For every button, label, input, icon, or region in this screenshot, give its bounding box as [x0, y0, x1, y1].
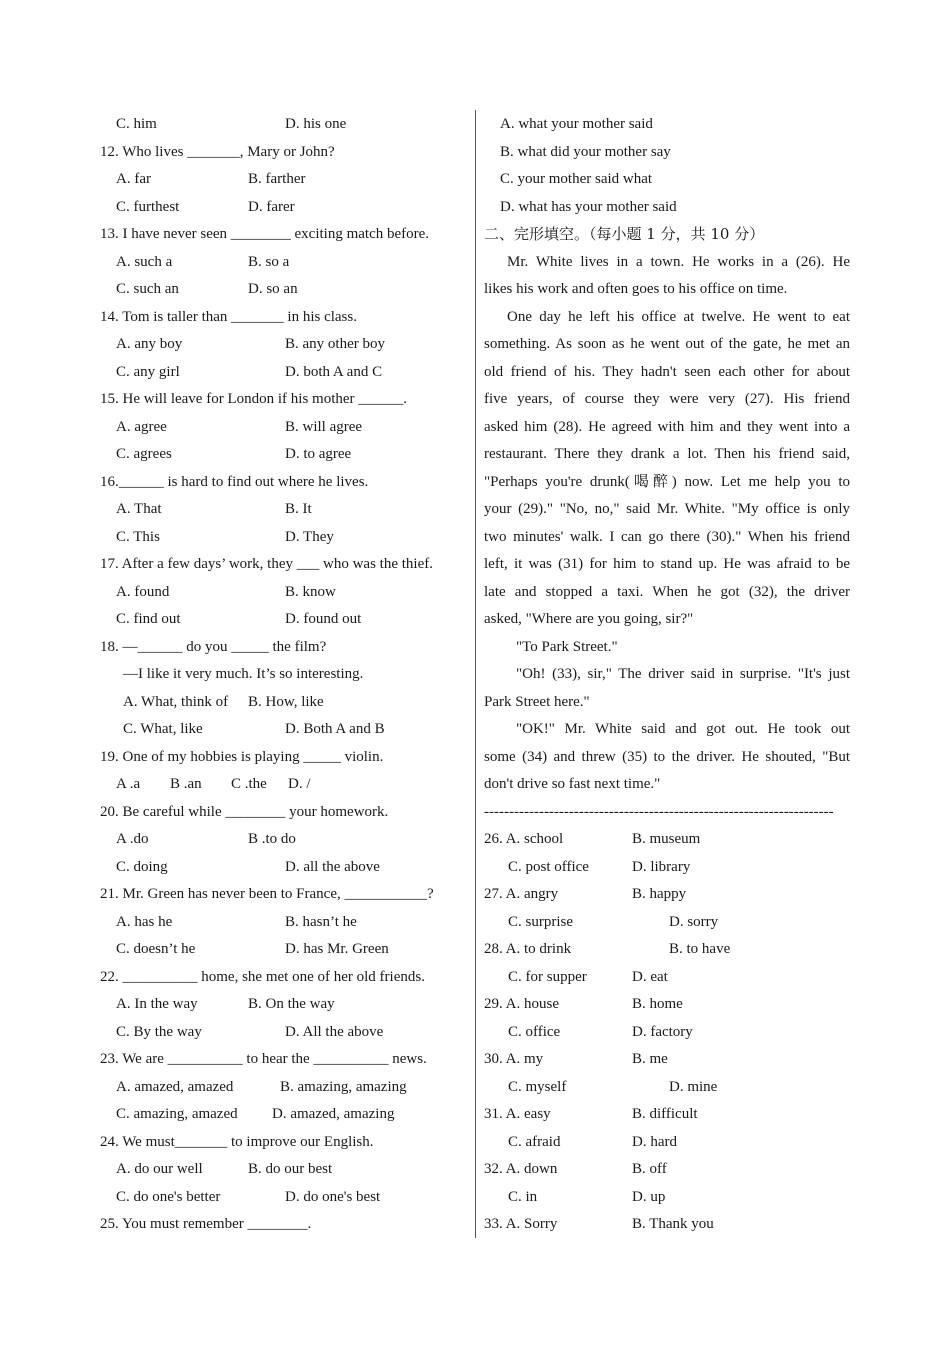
q29-options-ab	[484, 991, 850, 1019]
passage-line: restaurant. There they drank a lot. Then his friend said,	[484, 446, 850, 462]
q30-option-c: C. myself	[508, 1078, 567, 1095]
q16-stem: 16.______ is hard to find out where he lives.	[100, 473, 369, 490]
q33-option-a: 33. A. Sorry	[484, 1216, 558, 1232]
q17-stem: 17. After a few days’ work, they ___ who was the thief.	[100, 556, 433, 572]
left-column	[100, 111, 462, 1239]
q13-options-ab	[100, 249, 462, 277]
q29-option-a: 29. A. house	[484, 996, 559, 1012]
q16-option-a: A. That	[116, 501, 162, 517]
q31-option-a: 31. A. easy	[484, 1106, 551, 1122]
q23-options-ab	[100, 1074, 462, 1102]
q28-option-b: B. to have	[669, 941, 731, 957]
q18-options-ab	[100, 689, 462, 717]
q23-option-d: D. amazed, amazing	[272, 1106, 395, 1122]
q29-option-d: D. factory	[632, 1023, 693, 1040]
passage-line: Park Street here."	[484, 693, 590, 710]
q12-option-a: A. far	[116, 171, 151, 187]
q26-option-d: D. library	[632, 858, 691, 875]
q33-options-ab	[484, 1211, 850, 1239]
q21-option-c: C. doesn’t he	[116, 941, 196, 957]
q14-options-ab	[100, 331, 462, 359]
q14-option-c: C. any girl	[116, 363, 180, 380]
q24-option-d: D. do one's best	[285, 1188, 381, 1205]
q15-option-d: D. to agree	[285, 446, 352, 462]
q25-option-c: C. your mother said what	[500, 171, 653, 187]
q18-option-a: A. What, think of	[123, 693, 229, 710]
q31-option-b: B. difficult	[632, 1106, 698, 1122]
q18-reply: —I like it very much. It’s so interesting.	[123, 666, 364, 682]
q22-option-a: A. In the way	[116, 996, 198, 1012]
q13-stem: 13. I have never seen ________ exciting match before.	[100, 226, 430, 242]
q15-option-c: C. agrees	[116, 446, 172, 462]
q20-option-c: C. doing	[116, 858, 168, 875]
separator-line: ----------------------------------------------------------------------	[484, 803, 834, 820]
q18-options-cd	[100, 716, 462, 744]
q33-option-b: B. Thank you	[632, 1216, 714, 1232]
q12-option-d: D. farer	[248, 198, 295, 215]
q20-options-ab	[100, 826, 462, 854]
q13-option-a: A. such a	[116, 253, 173, 270]
q24-option-c: C. do one's better	[116, 1188, 221, 1205]
q26-option-c: C. post office	[508, 858, 589, 875]
passage-line: "To Park Street."	[516, 638, 618, 655]
q22-options-cd	[100, 1019, 462, 1047]
passage-line: "Perhaps you're drunk(喝醉) now. Let me help you to	[484, 473, 850, 490]
q20-stem: 20. Be careful while ________ your homework.	[100, 803, 389, 820]
q30-option-a: 30. A. my	[484, 1051, 544, 1067]
q21-option-d: D. has Mr. Green	[285, 941, 389, 957]
q20-option-a: A .do	[116, 831, 149, 847]
q13-option-d: D. so an	[248, 281, 298, 297]
passage-line: Mr. White lives in a town. He works in a (26). He	[507, 253, 850, 270]
q17-options-cd	[100, 606, 462, 634]
q29-options-cd	[484, 1019, 850, 1047]
passage-line: asked, "Where are you going, sir?"	[484, 611, 694, 627]
passage-line: asked him (28). He agreed with him and they went into a	[484, 418, 850, 435]
q12-option-c: C. furthest	[116, 198, 180, 215]
passage-line: something. As soon as he went out of the gate, he met an	[484, 336, 850, 352]
q28-option-d: D. eat	[632, 968, 668, 985]
q18-option-d: D. Both A and B	[285, 721, 385, 737]
q14-option-d: D. both A and C	[285, 363, 383, 380]
q27-option-b: B. happy	[632, 886, 687, 902]
q11-options-cd	[100, 111, 462, 139]
q29-option-b: B. home	[632, 996, 683, 1012]
q19-option-b: B .an	[170, 776, 202, 792]
q27-option-d: D. sorry	[669, 913, 719, 930]
q26-options-ab	[484, 826, 850, 854]
q30-options-cd	[484, 1074, 850, 1102]
passage-line: old friend of his. They hadn't seen each other for about	[484, 363, 850, 380]
q22-options-ab	[100, 991, 462, 1019]
q19-option-a: A .a	[116, 776, 141, 792]
q21-options-cd	[100, 936, 462, 964]
q22-option-b: B. On the way	[248, 996, 335, 1012]
q28-options-ab	[484, 936, 850, 964]
q19-option-d: D. /	[288, 776, 311, 792]
q17-option-a: A. found	[116, 583, 170, 600]
q27-option-a: 27. A. angry	[484, 886, 559, 902]
q17-option-c: C. find out	[116, 611, 181, 627]
q15-options-cd	[100, 441, 462, 469]
q26-option-a: 26. A. school	[484, 831, 564, 847]
q31-options-cd	[484, 1129, 850, 1157]
q18-option-c: C. What, like	[123, 721, 203, 737]
q31-option-c: C. afraid	[508, 1133, 561, 1150]
q22-option-d: D. All the above	[285, 1023, 384, 1040]
q25-option-b: B. what did your mother say	[500, 143, 671, 160]
q19-option-c: C .the	[231, 776, 267, 792]
q13-option-b: B. so a	[248, 253, 290, 270]
q27-options-ab	[484, 881, 850, 909]
q16-options-ab	[100, 496, 462, 524]
passage-line: likes his work and often goes to his office on time.	[484, 281, 788, 297]
section-heading-cloze: 二、完形填空。（每小题 1 分，共 10 分）	[484, 225, 765, 243]
q15-option-b: B. will agree	[285, 418, 363, 435]
passage-line: "OK!" Mr. White said and got out. He took out	[516, 721, 850, 737]
passage-line: your (29)." "No, no," said Mr. White. "My office is only	[484, 501, 850, 517]
q17-option-b: B. know	[285, 583, 336, 600]
q12-options-cd	[100, 194, 462, 222]
right-column	[484, 111, 850, 1239]
passage-line: some (34) and threw (35) to the driver. He shouted, "But	[484, 748, 850, 765]
q17-option-d: D. found out	[285, 611, 362, 627]
q32-option-b: B. off	[632, 1161, 667, 1177]
q30-options-ab	[484, 1046, 850, 1074]
q14-option-b: B. any other boy	[285, 336, 385, 352]
q24-option-a: A. do our well	[116, 1161, 203, 1177]
passage-line: five years, of course they were very (27). His friend	[484, 391, 850, 407]
q25-option-d: D. what has your mother said	[500, 198, 677, 215]
q32-option-d: D. up	[632, 1188, 666, 1205]
q24-options-cd	[100, 1184, 462, 1212]
q19-options	[100, 771, 462, 799]
q16-option-d: D. They	[285, 528, 334, 545]
q15-option-a: A. agree	[116, 418, 167, 435]
q12-stem: 12. Who lives _______, Mary or John?	[100, 143, 335, 160]
q20-option-b: B .to do	[248, 831, 296, 847]
q22-option-c: C. By the way	[116, 1023, 202, 1040]
q14-stem: 14. Tom is taller than _______ in his class.	[100, 308, 357, 325]
q27-option-c: C. surprise	[508, 913, 573, 930]
passage-line: don't drive so fast next time."	[484, 776, 661, 792]
q26-options-cd	[484, 854, 850, 882]
column-divider	[475, 110, 476, 1238]
q23-stem: 23. We are __________ to hear the __________ news.	[100, 1051, 427, 1067]
q21-option-a: A. has he	[116, 913, 173, 930]
passage-line: late and stopped a taxi. When he got (32), the driver	[484, 583, 850, 600]
q26-option-b: B. museum	[632, 831, 701, 847]
q23-options-cd	[100, 1101, 462, 1129]
q32-options-ab	[484, 1156, 850, 1184]
q16-option-c: C. This	[116, 528, 160, 545]
q13-option-c: C. such an	[116, 281, 179, 297]
q15-stem: 15. He will leave for London if his mother ______.	[100, 391, 408, 407]
q11-option-d: D. his one	[285, 116, 347, 132]
q28-option-a: 28. A. to drink	[484, 941, 572, 957]
q32-option-c: C. in	[508, 1188, 538, 1205]
q21-options-ab	[100, 909, 462, 937]
q16-option-b: B. It	[285, 501, 312, 517]
passage-line: "Oh! (33), sir," The driver said in surprise. "It's just	[516, 666, 850, 682]
q21-stem: 21. Mr. Green has never been to France, ___________?	[100, 886, 434, 902]
q15-options-ab	[100, 414, 462, 442]
q28-option-c: C. for supper	[508, 968, 587, 985]
q31-options-ab	[484, 1101, 850, 1129]
q20-option-d: D. all the above	[285, 858, 380, 875]
q32-options-cd	[484, 1184, 850, 1212]
q14-option-a: A. any boy	[116, 336, 183, 352]
q30-option-d: D. mine	[669, 1078, 718, 1095]
q31-option-d: D. hard	[632, 1133, 677, 1150]
passage-line: left, it was (31) for him to stand up. He was afraid to be	[484, 556, 850, 572]
q28-options-cd	[484, 964, 850, 992]
q24-stem: 24. We must_______ to improve our English.	[100, 1133, 374, 1150]
q30-option-b: B. me	[632, 1051, 668, 1067]
q19-stem: 19. One of my hobbies is playing _____ violin.	[100, 748, 384, 765]
q21-option-b: B. hasn’t he	[285, 913, 357, 930]
q22-stem: 22. __________ home, she met one of her old friends.	[100, 968, 425, 985]
q32-option-a: 32. A. down	[484, 1161, 558, 1177]
q17-options-ab	[100, 579, 462, 607]
q12-option-b: B. farther	[248, 171, 306, 187]
q14-options-cd	[100, 359, 462, 387]
q25-option-a: A. what your mother said	[500, 116, 653, 132]
q16-options-cd	[100, 524, 462, 552]
q23-option-b: B. amazing, amazing	[280, 1078, 407, 1095]
q11-option-c: C. him	[116, 116, 157, 132]
q13-options-cd	[100, 276, 462, 304]
q23-option-c: C. amazing, amazed	[116, 1106, 238, 1122]
q23-option-a: A. amazed, amazed	[116, 1078, 234, 1095]
q18-stem: 18. —______ do you _____ the film?	[100, 638, 327, 655]
passage-line: One day he left his office at twelve. He went to eat	[507, 308, 850, 325]
passage-line: two minutes' walk. I can go there (30)." When his friend	[484, 528, 850, 545]
q20-options-cd	[100, 854, 462, 882]
q29-option-c: C. office	[508, 1023, 561, 1040]
q24-option-b: B. do our best	[248, 1161, 333, 1177]
q24-options-ab	[100, 1156, 462, 1184]
q18-option-b: B. How, like	[248, 693, 324, 710]
q25-stem: 25. You must remember ________.	[100, 1216, 312, 1232]
q12-options-ab	[100, 166, 462, 194]
q27-options-cd	[484, 909, 850, 937]
